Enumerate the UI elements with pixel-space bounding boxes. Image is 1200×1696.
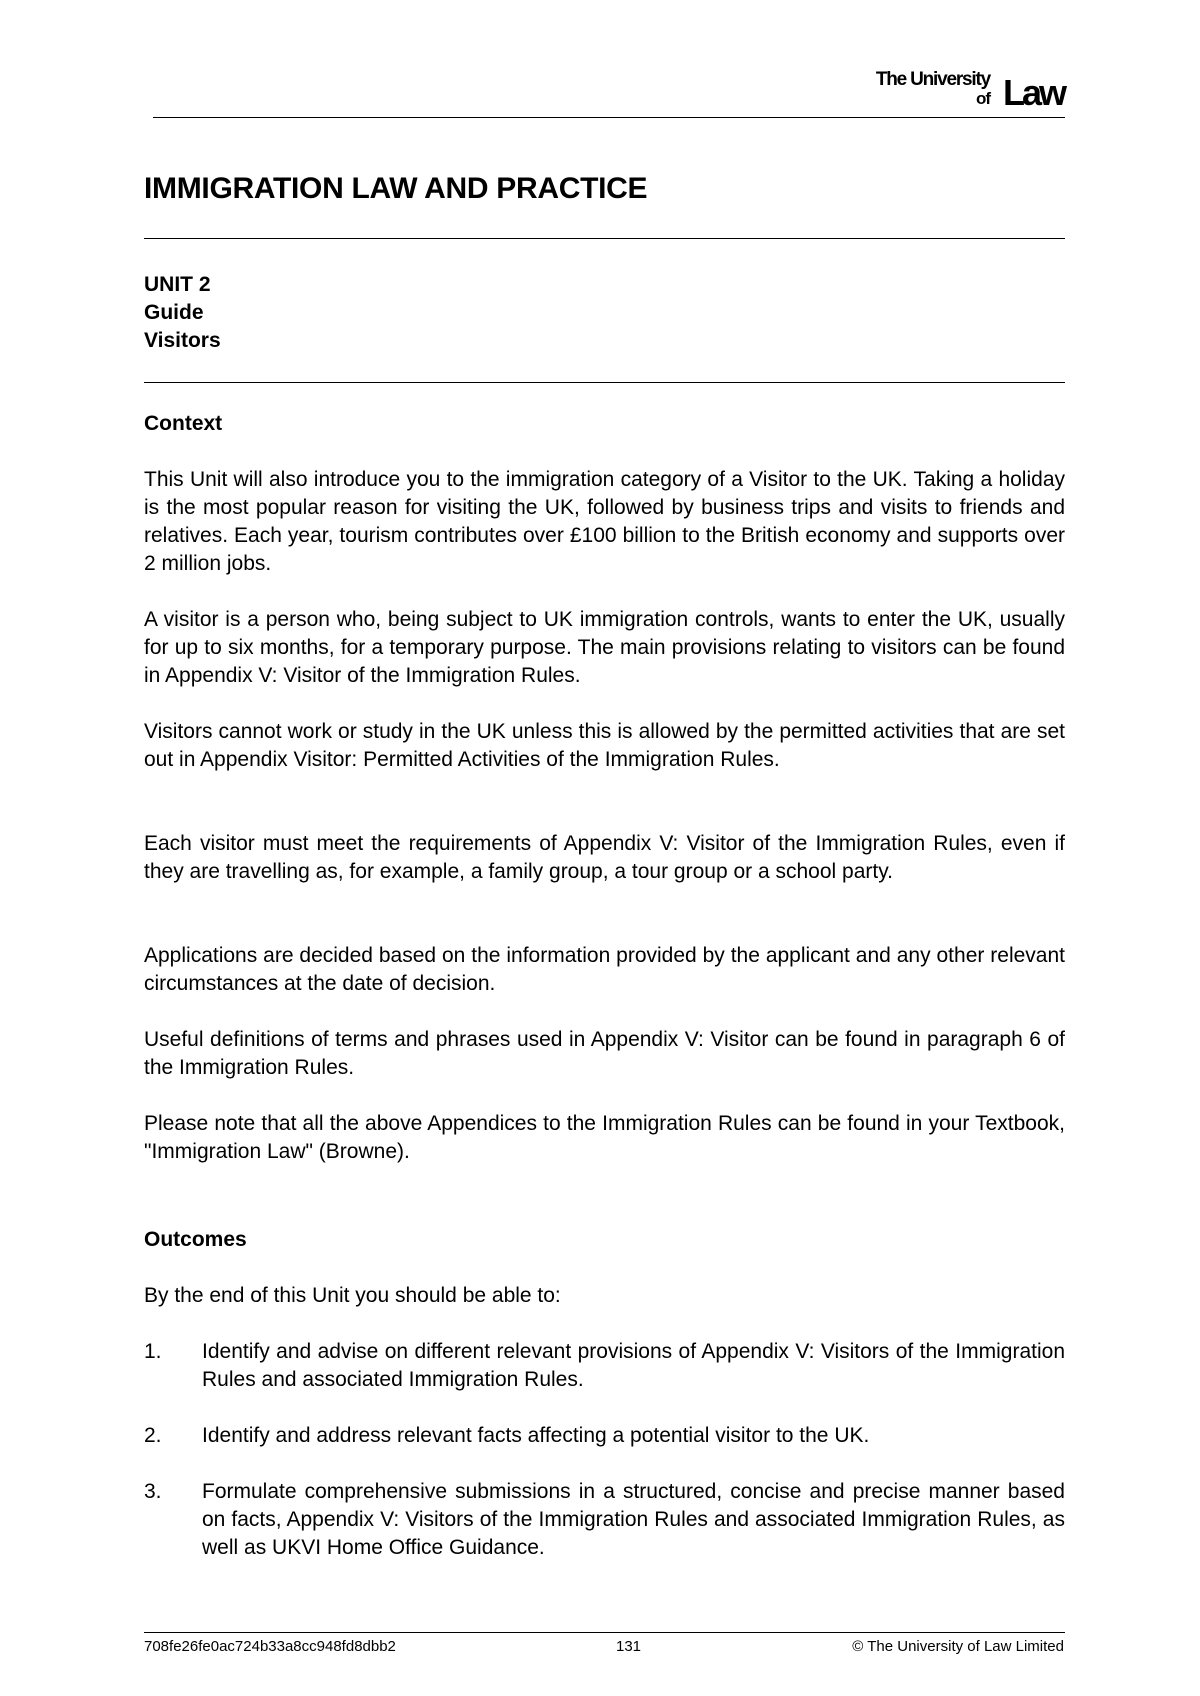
context-paragraph: A visitor is a person who, being subject to UK immigration controls, wants to enter the UK, usually for up to six months, for a temporary purpose. The main provisions relating to visitors can be found in Appendix V: Visitor of the Immigration Rules. — [144, 608, 1065, 687]
outcome-number: 1. — [144, 1340, 162, 1363]
logo-of-text: of — [975, 89, 990, 108]
footer-divider — [144, 1632, 1065, 1633]
logo-the-university-text: The University — [875, 69, 990, 90]
outcome-item — [144, 1422, 1065, 1450]
university-of-law-logo — [858, 68, 1064, 112]
context-heading: Context — [144, 412, 223, 435]
unit-divider — [144, 382, 1065, 383]
logo-law-text: Law — [1002, 72, 1064, 113]
context-paragraph: Each visitor must meet the requirements of Appendix V: Visitor of the Immigration Rules, even if they are travelling as, for example, a family group, a tour group or a school party. — [144, 832, 1065, 883]
outcome-text: Identify and advise on different relevant provisions of Appendix V: Visitors of the Immigration Rules and associated Immigration Rules. — [202, 1340, 1065, 1391]
page-number: 131 — [616, 1638, 642, 1655]
unit-number: UNIT 2 — [144, 273, 211, 296]
context-paragraph: This Unit will also introduce you to the immigration category of a Visitor to the UK. Taking a holiday is the most popular reason for visiting the UK, followed by business trips and visits to friends and relatives. Each year, tourism contributes over £100 billion to the British economy and supports over 2 million jobs. — [144, 468, 1065, 575]
title-divider — [144, 238, 1065, 239]
outcome-text: Identify and address relevant facts affecting a potential visitor to the UK. — [202, 1424, 870, 1447]
outcome-number: 3. — [144, 1480, 162, 1503]
footer-reference: 708fe26fe0ac724b33a8cc948fd8dbb2 — [144, 1638, 396, 1655]
outcome-item — [144, 1478, 1065, 1562]
unit-type: Guide — [144, 301, 204, 324]
context-paragraph: Applications are decided based on the information provided by the applicant and any other relevant circumstances at the date of decision. — [144, 944, 1065, 995]
outcome-number: 2. — [144, 1424, 162, 1447]
footer-copyright: © The University of Law Limited — [852, 1638, 1064, 1655]
unit-block — [144, 271, 221, 355]
header-divider — [153, 117, 1065, 118]
unit-topic: Visitors — [144, 329, 221, 352]
outcome-text: Formulate comprehensive submissions in a structured, concise and precise manner based on facts, Appendix V: Visitors of the Immigration Rules and associated Immigration Rules, as well as UKVI Home Office Guidance. — [202, 1480, 1065, 1559]
context-paragraph: Please note that all the above Appendices to the Immigration Rules can be found in your Textbook, "Immigration Law" (Browne). — [144, 1112, 1065, 1163]
outcomes-heading: Outcomes — [144, 1228, 247, 1251]
context-paragraph: Useful definitions of terms and phrases used in Appendix V: Visitor can be found in paragraph 6 of the Immigration Rules. — [144, 1028, 1065, 1079]
context-paragraph: Visitors cannot work or study in the UK unless this is allowed by the permitted activities that are set out in Appendix Visitor: Permitted Activities of the Immigration Rules. — [144, 720, 1065, 771]
outcomes-intro: By the end of this Unit you should be able to: — [144, 1284, 561, 1307]
outcome-item — [144, 1338, 1065, 1394]
document-title: IMMIGRATION LAW AND PRACTICE — [144, 172, 648, 205]
